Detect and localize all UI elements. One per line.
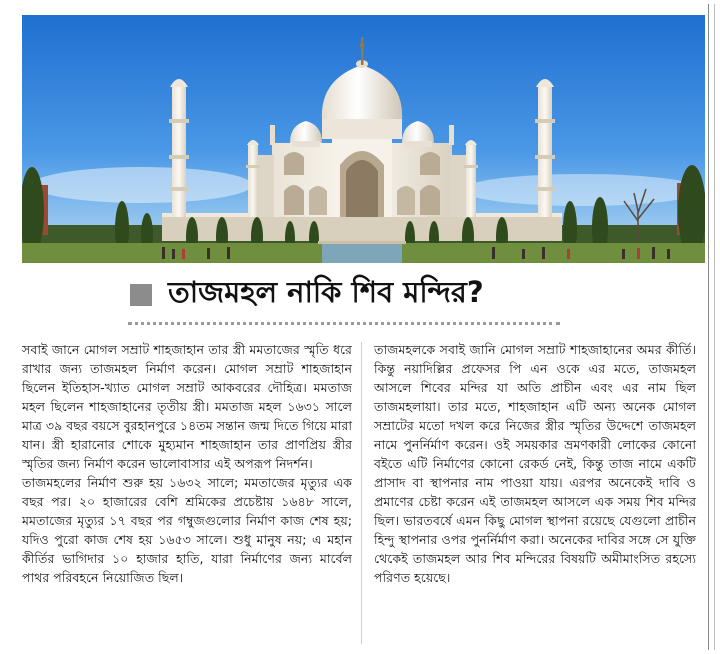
page-border-line <box>708 4 709 650</box>
left-paragraph-1: সবাই জানে মোগল সম্রাট শাহজাহান তার স্ত্রী মমতাজের স্মৃতি ধরে রাখার জন্য তাজমহল নির্মাণ করেন। মোগল সম্রাট শাহজাহান ছিলেন ইতিহাস-খ্যাত মোগল সম্রাট আকবরের দৌহিত্র। মমতাজ মহল ছিলেন শাহজাহানের তৃতীয় স্ত্রী। মমতাজ মহল ১৬৩১ সালে মাত্র ৩৯ বছর বয়সে বুরহানপুরে ১৪তম সন্তান জন্ম দিতে গিয়ে মারা যান। স্ত্রী হারানোর শোকে মুহ্যমান শাহজাহান তার প্রাণপ্রিয় স্ত্রীর স্মৃতির জন্য নির্মাণ করেন ভালোবাসার এই অপরূপ নিদর্শন। <box>22 342 352 471</box>
left-column <box>22 340 352 587</box>
page-border-line-outer <box>714 4 715 650</box>
taj-mahal-photo <box>22 15 705 263</box>
headline: তাজমহল নাকি শিব মন্দির? <box>168 275 484 309</box>
column-divider <box>361 342 362 644</box>
headline-marker-square <box>130 284 152 306</box>
headline-dotted-rule <box>128 322 560 325</box>
right-paragraph-1: তাজমহলকে সবাই জানি মোগল সম্রাট শাহজাহানের অমর কীর্তি। কিন্তু নয়াদিল্লির প্রফেসর পি এন ওকে এর মতে, তাজমহল আসলে শিবের মন্দির যা অতি প্রাচীন এবং এর নাম ছিল তাজমহলায়া। তার মতে, শাহজাহান এটি অন্য অনেক মোগল সম্রাটের মতো দখল করে নিজের স্ত্রীর স্মৃতির উদ্দেশে তাজমহল নামে পুনর্নির্মাণ করেন। ওই সময়কার ভ্রমণকারী লোকের কোনো বইতে এটি নির্মাণের কোনো রেকর্ড নেই, কিন্তু তাজ নামে একটি প্রাসাদ বা স্থাপনার নাম পাওয়া যায়। এরপর অনেকেই দাবি ও প্রমাণের চেষ্টা করেন এই তাজমহল আসলে এক সময় শিব মন্দির ছিল। ভারতবর্ষে এমন কিছু মোগল স্থাপনা রয়েছে যেগুলো প্রাচীন হিন্দু স্থাপনার ওপর পুনর্নির্মাণ করা। অনেকের দাবির সঙ্গে সে যুক্তি থেকেই তাজমহল আর শিব মন্দিরের বিষয়টি অমীমাংসিত রহস্যে পরিণত হয়েছে। <box>374 342 696 585</box>
right-column <box>374 340 696 587</box>
left-paragraph-2: তাজমহলের নির্মাণ শুরু হয় ১৬৩২ সালে; মমতাজের মৃত্যুর এক বছর পর। ২০ হাজারের বেশি শ্রমিকের প্রচেষ্টায় ১৬৪৮ সালে, মমতাজের মৃত্যুর ১৭ বছর পর গম্বুজগুলোর নির্মাণ কাজ শেষ হয়; যদিও পুরো কাজ শেষ হয় ১৬৫৩ সালে। শুধু মানুষ নয়; এ মহান কীর্তির ভাগিদার ১০ হাজার হাতি, যারা নির্মাণের জন্য মার্বেল পাথর পরিবহনে নিয়োজিত ছিল। <box>22 475 352 585</box>
